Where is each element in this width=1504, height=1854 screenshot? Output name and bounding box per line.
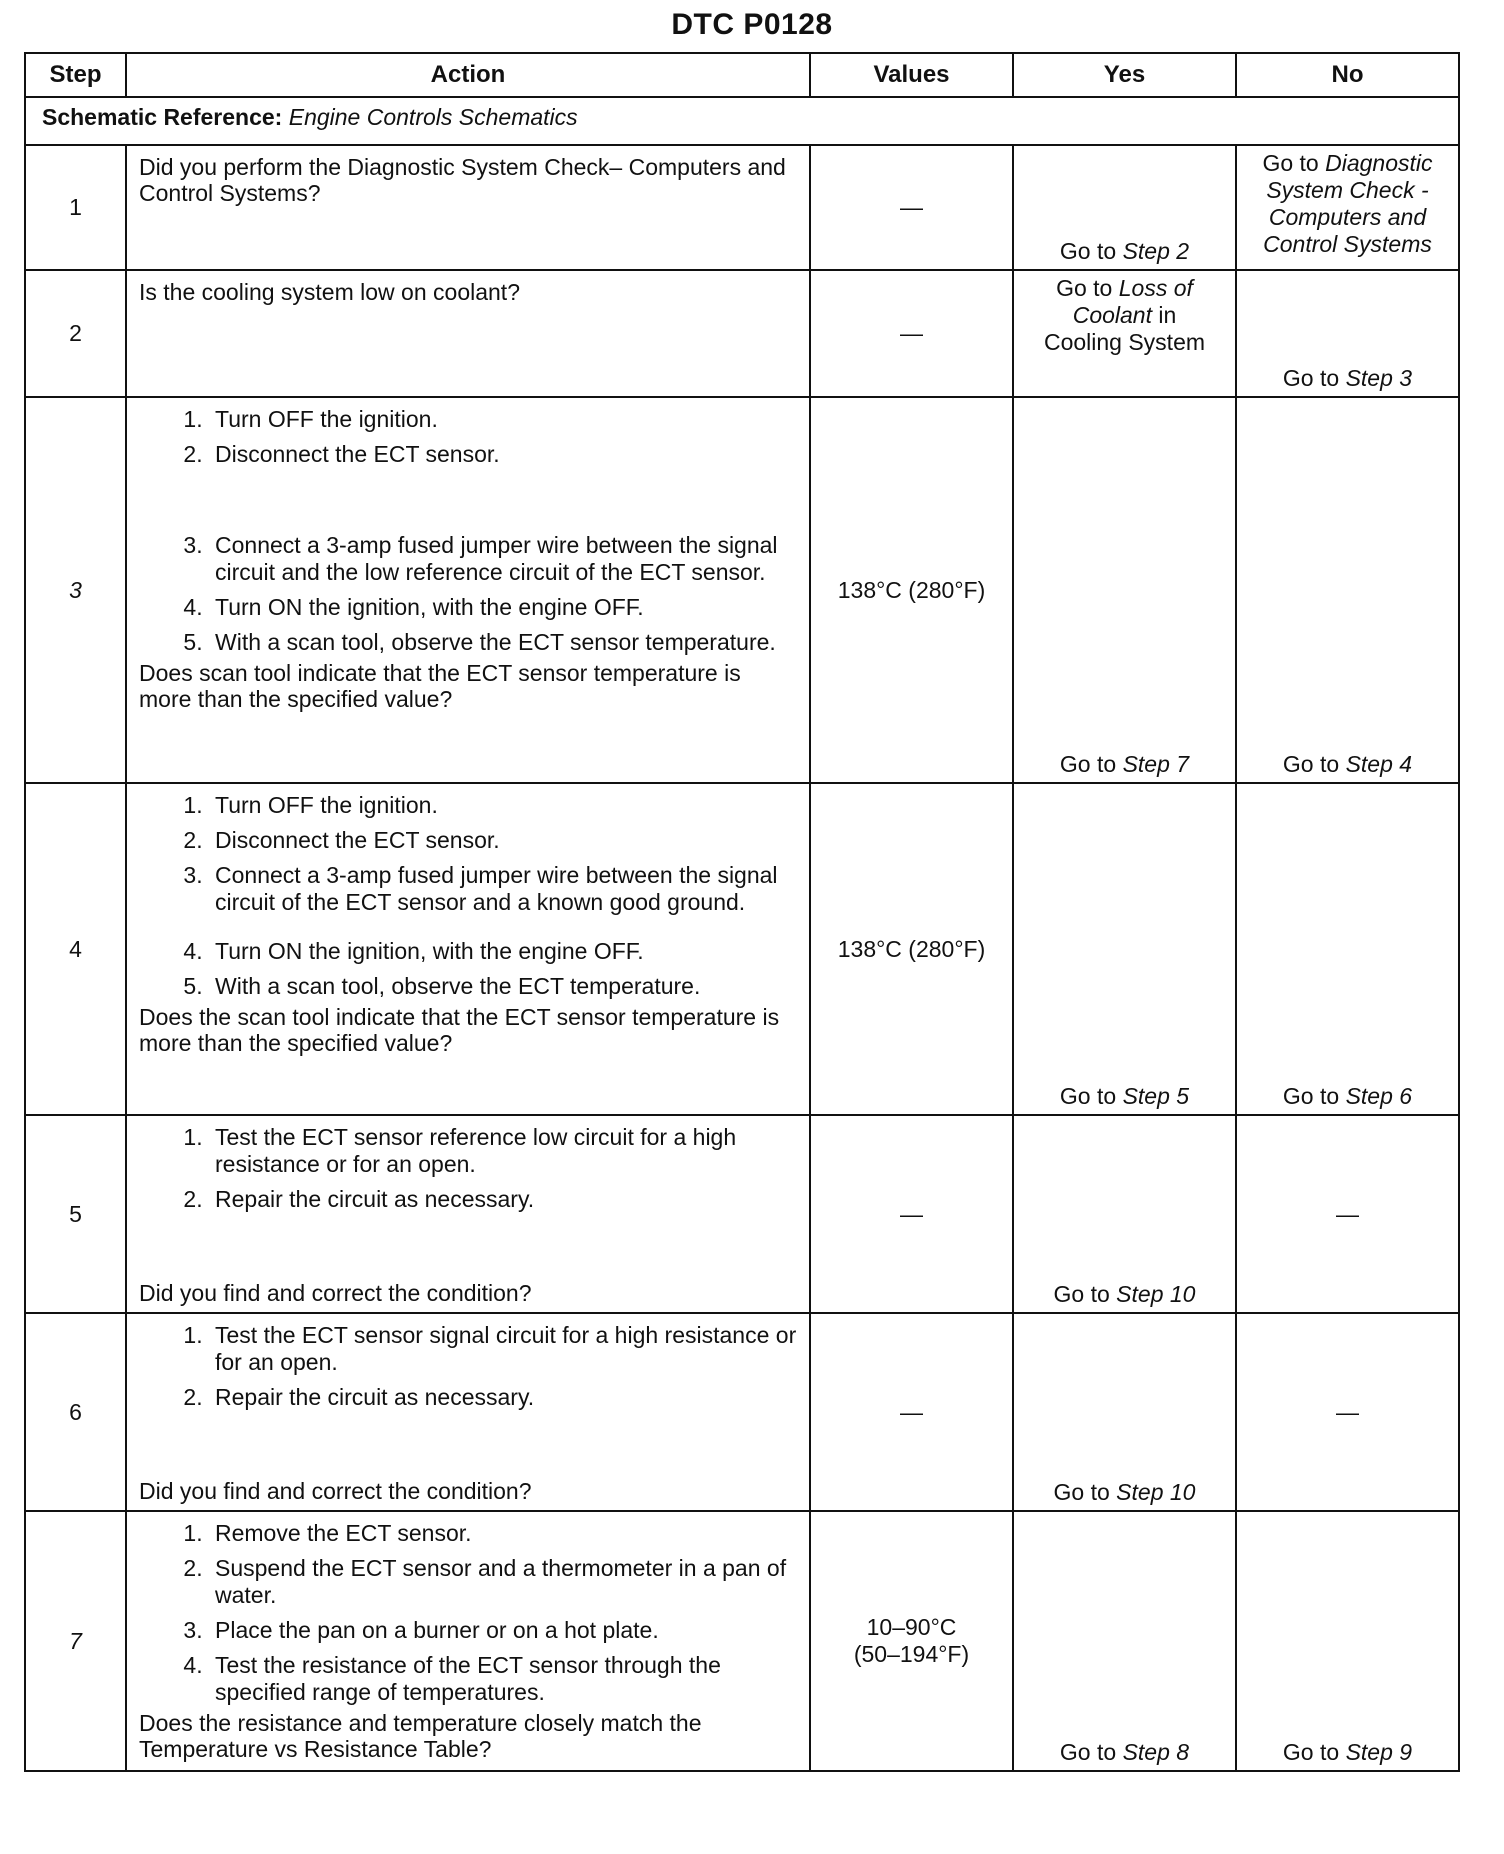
action-steps [139,1322,797,1411]
action-step: 1. Turn OFF the ignition. [209,792,797,819]
action-step: 2. Disconnect the ECT sensor. [209,827,797,854]
action-steps [139,1124,797,1213]
yes-goto: Go to Step 8 [1059,1739,1190,1765]
no-goto: Go to Step 3 [1282,365,1413,391]
header-values: Values [810,53,1013,97]
action-steps [139,406,797,656]
value-cell: — [810,1115,1013,1313]
step-number: 2 [25,270,126,397]
yes-goto: Go to Step 2 [1059,238,1190,264]
yes-goto: Go to Step 5 [1059,1083,1190,1109]
yes-goto: Go to Loss of Coolant in Cooling System [1043,275,1206,355]
header-yes: Yes [1013,53,1236,97]
table-row [25,270,1459,397]
action-step: 3. Place the pan on a burner or on a hot plate. [209,1617,797,1644]
no-value: — [1236,1313,1459,1511]
page-title: DTC P0128 [671,8,833,41]
yes-goto: Go to Step 7 [1059,751,1190,777]
value-cell: — [810,145,1013,270]
table-row [25,1115,1459,1313]
action-step: 3. Connect a 3-amp fused jumper wire between the signal circuit of the ECT sensor and a known good ground. [209,862,797,916]
action-step: 4. Test the resistance of the ECT sensor through the specified range of temperatures. [209,1652,797,1706]
schematic-row [25,97,1459,145]
step-number: 7 [25,1511,126,1771]
value-cell: 138°C (280°F) [810,783,1013,1115]
diagnostic-table [24,52,1460,1772]
action-step: 4. Turn ON the ignition, with the engine OFF. [209,594,797,621]
action-step: 2. Suspend the ECT sensor and a thermometer in a pan of water. [209,1555,797,1609]
no-goto: Go to Diagnostic System Check - Computers and Control Systems [1262,150,1433,257]
action-question: Is the cooling system low on coolant? [139,279,520,305]
action-step: 2. Repair the circuit as necessary. [209,1384,797,1411]
action-step: 1. Test the ECT sensor signal circuit for a high resistance or for an open. [209,1322,797,1376]
step-number: 4 [25,783,126,1115]
step-number: 5 [25,1115,126,1313]
action-question: Did you find and correct the condition? [139,1280,532,1306]
value-cell: — [810,1313,1013,1511]
action-step: 1. Turn OFF the ignition. [209,406,797,433]
action-question: Did you find and correct the condition? [139,1478,532,1504]
table-row [25,1511,1459,1771]
no-value: — [1236,1115,1459,1313]
action-step: 3. Connect a 3-amp fused jumper wire between the signal circuit and the low reference circuit of the ECT sensor. [209,532,797,586]
value-cell: — [810,270,1013,397]
value-cell: 138°C (280°F) [810,397,1013,783]
action-step: 4. Turn ON the ignition, with the engine OFF. [209,938,797,965]
action-question: Did you perform the Diagnostic System Check– Computers and Control Systems? [139,154,786,206]
step-number: 3 [25,397,126,783]
header-row [25,53,1459,97]
header-step: Step [25,53,126,97]
table-row [25,145,1459,270]
no-goto: Go to Step 6 [1282,1083,1413,1109]
action-question: Does the resistance and temperature closely match the Temperature vs Resistance Table? [139,1710,702,1762]
table-row [25,1313,1459,1511]
yes-goto: Go to Step 10 [1053,1281,1196,1307]
action-step: 5. With a scan tool, observe the ECT sensor temperature. [209,629,797,656]
action-step: 2. Repair the circuit as necessary. [209,1186,797,1213]
action-question: Does the scan tool indicate that the ECT sensor temperature is more than the specified value? [139,1004,780,1056]
action-step: 5. With a scan tool, observe the ECT temperature. [209,973,797,1000]
action-steps [139,792,797,1000]
step-number: 6 [25,1313,126,1511]
table-row [25,783,1459,1115]
header-action: Action [126,53,810,97]
no-goto: Go to Step 4 [1282,751,1413,777]
action-question: Does scan tool indicate that the ECT sensor temperature is more than the specified value? [139,660,741,712]
header-no: No [1236,53,1459,97]
action-steps [139,1520,797,1706]
table-row [25,397,1459,783]
action-step: 1. Test the ECT sensor reference low circuit for a high resistance or for an open. [209,1124,797,1178]
schematic-label: Schematic Reference: [42,104,283,130]
yes-goto: Go to Step 10 [1053,1479,1196,1505]
action-step: 1. Remove the ECT sensor. [209,1520,797,1547]
action-step: 2. Disconnect the ECT sensor. [209,441,797,468]
step-number: 1 [25,145,126,270]
value-cell: 10–90°C (50–194°F) [853,1614,970,1667]
schematic-reference: Engine Controls Schematics [288,104,578,130]
no-goto: Go to Step 9 [1282,1739,1413,1765]
